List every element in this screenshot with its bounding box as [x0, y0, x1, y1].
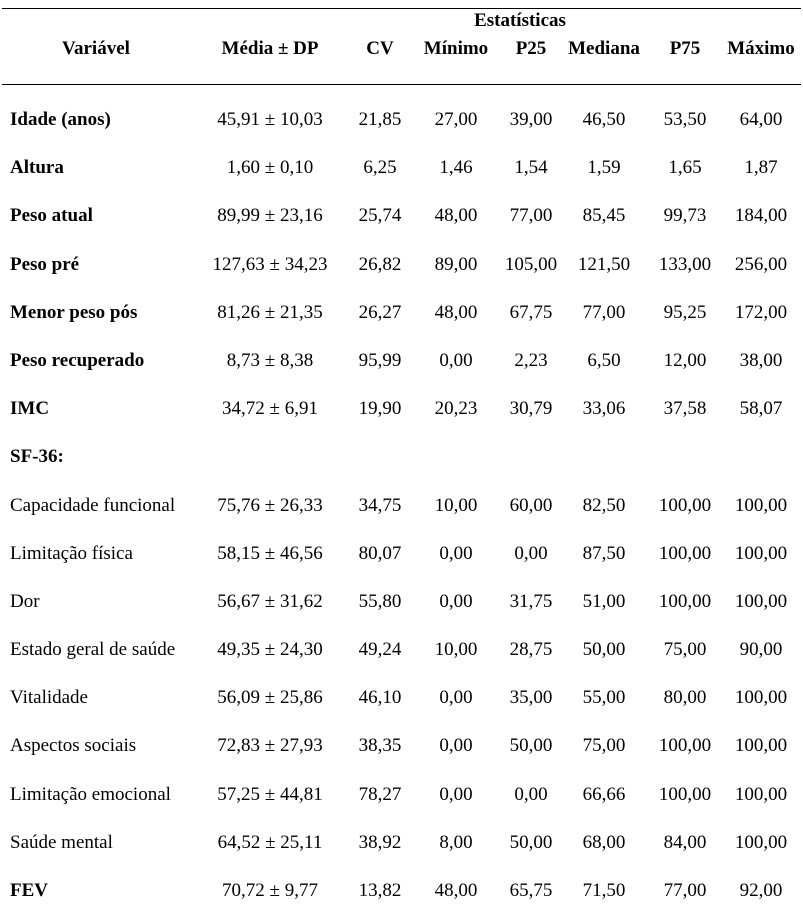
cell-median: 55,00 — [582, 687, 626, 709]
cell-max: 184,00 — [734, 205, 788, 227]
cell-min: 0,00 — [439, 783, 473, 805]
cell-max: 92,00 — [739, 880, 783, 901]
cell-p75: 1,65 — [668, 157, 702, 179]
cell-min: 27,00 — [434, 109, 478, 130]
cell-cv: 6,25 — [363, 157, 397, 179]
table-row — [0, 241, 803, 289]
cell-mean-sd: 89,99 ± 23,16 — [217, 205, 323, 227]
table-row — [0, 289, 803, 337]
cell-p25: 60,00 — [509, 494, 553, 516]
table-row — [0, 144, 803, 192]
cell-median: 50,00 — [582, 639, 626, 661]
cell-max: 58,07 — [739, 398, 783, 420]
table-row — [0, 337, 803, 385]
cell-p75: 95,25 — [663, 301, 707, 323]
table-row — [0, 626, 803, 674]
header-bottom-rule — [2, 84, 801, 85]
cell-p25: 2,23 — [514, 349, 548, 371]
cell-median: 71,50 — [582, 880, 626, 901]
cell-mean-sd: 56,09 ± 25,86 — [217, 687, 323, 709]
cell-max: 64,00 — [739, 109, 783, 130]
table-row — [0, 771, 803, 819]
table-row — [0, 674, 803, 722]
table-row — [0, 433, 803, 481]
cell-mean-sd: 49,35 ± 24,30 — [217, 639, 323, 661]
cell-p25: 0,00 — [514, 783, 548, 805]
cell-p25: 50,00 — [509, 735, 553, 757]
cell-median: 33,06 — [582, 398, 626, 420]
cell-median: 51,00 — [582, 590, 626, 612]
row-label: Aspectos sociais — [10, 735, 137, 757]
cell-min: 0,00 — [439, 349, 473, 371]
row-label: Peso recuperado — [10, 349, 145, 371]
cell-max: 100,00 — [734, 735, 788, 757]
cell-mean-sd: 56,67 ± 31,62 — [217, 590, 323, 612]
cell-p75: 133,00 — [658, 253, 712, 275]
cell-min: 10,00 — [434, 639, 478, 661]
cell-p25: 28,75 — [509, 639, 553, 661]
cell-max: 256,00 — [734, 253, 788, 275]
header-max: Máximo — [727, 38, 795, 59]
cell-min: 0,00 — [439, 542, 473, 564]
cell-min: 0,00 — [439, 590, 473, 612]
row-label: Limitação emocional — [10, 783, 171, 805]
cell-mean-sd: 8,73 ± 8,38 — [226, 349, 314, 371]
cell-min: 89,00 — [434, 253, 478, 275]
cell-p75: 77,00 — [663, 880, 707, 901]
cell-mean-sd: 57,25 ± 44,81 — [217, 783, 323, 805]
cell-p25: 50,00 — [509, 831, 553, 853]
table-row — [0, 385, 803, 433]
header-variable: Variável — [62, 38, 130, 59]
cell-max: 100,00 — [734, 542, 788, 564]
header-cv: CV — [366, 38, 394, 59]
table-row — [0, 722, 803, 770]
cell-min: 10,00 — [434, 494, 478, 516]
cell-cv: 13,82 — [358, 880, 402, 901]
row-label: Idade (anos) — [10, 109, 111, 130]
cell-median: 6,50 — [587, 349, 621, 371]
cell-median: 46,50 — [582, 109, 626, 130]
header-min: Mínimo — [423, 38, 489, 59]
table-row — [0, 530, 803, 578]
cell-p75: 12,00 — [663, 349, 707, 371]
cell-median: 87,50 — [582, 542, 626, 564]
row-label: IMC — [10, 398, 50, 420]
row-label: SF-36: — [10, 446, 64, 468]
cell-p75: 84,00 — [663, 831, 707, 853]
table-top-rule — [2, 8, 801, 9]
table-body — [0, 96, 803, 915]
header-group-label: Estatísticas — [474, 10, 566, 31]
cell-median: 77,00 — [582, 301, 626, 323]
cell-max: 1,87 — [744, 157, 778, 179]
cell-mean-sd: 70,72 ± 9,77 — [222, 880, 318, 901]
cell-p75: 100,00 — [658, 590, 712, 612]
cell-mean-sd: 81,26 ± 21,35 — [217, 301, 323, 323]
cell-cv: 80,07 — [358, 542, 402, 564]
table-row — [0, 578, 803, 626]
cell-mean-sd: 1,60 ± 0,10 — [226, 157, 314, 179]
cell-p25: 39,00 — [509, 109, 553, 130]
table-row — [0, 192, 803, 240]
row-label: Limitação física — [10, 542, 133, 564]
cell-max: 38,00 — [739, 349, 783, 371]
cell-min: 1,46 — [439, 157, 473, 179]
cell-cv: 26,27 — [358, 301, 402, 323]
cell-mean-sd: 64,52 ± 25,11 — [217, 831, 323, 853]
cell-p75: 100,00 — [658, 494, 712, 516]
cell-max: 172,00 — [734, 301, 788, 323]
header-mean-sd: Média ± DP — [221, 38, 319, 59]
cell-min: 20,23 — [434, 398, 478, 420]
cell-cv: 25,74 — [358, 205, 402, 227]
cell-p25: 67,75 — [509, 301, 553, 323]
cell-p75: 99,73 — [663, 205, 707, 227]
cell-p25: 65,75 — [509, 880, 553, 901]
cell-min: 48,00 — [434, 880, 478, 901]
cell-mean-sd: 58,15 ± 46,56 — [217, 542, 323, 564]
cell-mean-sd: 72,83 ± 27,93 — [217, 735, 323, 757]
cell-max: 90,00 — [739, 639, 783, 661]
cell-p25: 31,75 — [509, 590, 553, 612]
cell-p75: 75,00 — [663, 639, 707, 661]
cell-cv: 49,24 — [358, 639, 402, 661]
row-label: Saúde mental — [10, 831, 113, 853]
cell-p25: 77,00 — [509, 205, 553, 227]
cell-median: 82,50 — [582, 494, 626, 516]
cell-cv: 95,99 — [358, 349, 402, 371]
cell-p25: 105,00 — [504, 253, 558, 275]
cell-median: 121,50 — [577, 253, 631, 275]
cell-max: 100,00 — [734, 831, 788, 853]
cell-mean-sd: 34,72 ± 6,91 — [222, 398, 318, 420]
table-row — [0, 96, 803, 144]
cell-cv: 34,75 — [358, 494, 402, 516]
header-p75: P75 — [669, 38, 701, 59]
cell-cv: 21,85 — [358, 109, 402, 130]
cell-min: 8,00 — [439, 831, 473, 853]
cell-p75: 53,50 — [663, 109, 707, 130]
row-label: Vitalidade — [10, 687, 88, 709]
cell-median: 85,45 — [582, 205, 626, 227]
cell-p75: 37,58 — [663, 398, 707, 420]
cell-p75: 80,00 — [663, 687, 707, 709]
table-row — [0, 867, 803, 915]
cell-max: 100,00 — [734, 687, 788, 709]
cell-cv: 38,35 — [358, 735, 402, 757]
cell-p25: 35,00 — [509, 687, 553, 709]
cell-min: 0,00 — [439, 735, 473, 757]
cell-p25: 0,00 — [514, 542, 548, 564]
cell-max: 100,00 — [734, 783, 788, 805]
cell-cv: 55,80 — [358, 590, 402, 612]
cell-max: 100,00 — [734, 590, 788, 612]
cell-cv: 19,90 — [358, 398, 402, 420]
cell-min: 48,00 — [434, 205, 478, 227]
header-p25: P25 — [515, 38, 547, 59]
table-row — [0, 819, 803, 867]
cell-max: 100,00 — [734, 494, 788, 516]
cell-median: 68,00 — [582, 831, 626, 853]
cell-cv: 78,27 — [358, 783, 402, 805]
table-row — [0, 482, 803, 530]
cell-mean-sd: 45,91 ± 10,03 — [217, 109, 323, 130]
cell-median: 66,66 — [582, 783, 626, 805]
cell-cv: 26,82 — [358, 253, 402, 275]
cell-min: 0,00 — [439, 687, 473, 709]
cell-p25: 30,79 — [509, 398, 553, 420]
cell-p75: 100,00 — [658, 735, 712, 757]
cell-cv: 38,92 — [358, 831, 402, 853]
row-label: Altura — [10, 157, 64, 179]
cell-p25: 1,54 — [514, 157, 548, 179]
cell-min: 48,00 — [434, 301, 478, 323]
row-label: Peso pré — [10, 253, 80, 275]
row-label: Capacidade funcional — [10, 494, 176, 516]
cell-p75: 100,00 — [658, 783, 712, 805]
row-label: Estado geral de saúde — [10, 639, 176, 661]
row-label: Peso atual — [10, 205, 93, 227]
cell-cv: 46,10 — [358, 687, 402, 709]
row-label: FEV — [10, 880, 48, 901]
cell-median: 75,00 — [582, 735, 626, 757]
cell-mean-sd: 127,63 ± 34,23 — [212, 253, 328, 275]
row-label: Menor peso pós — [10, 301, 138, 323]
row-label: Dor — [10, 590, 40, 612]
cell-mean-sd: 75,76 ± 26,33 — [217, 494, 323, 516]
cell-p75: 100,00 — [658, 542, 712, 564]
cell-median: 1,59 — [587, 157, 621, 179]
header-median: Mediana — [568, 38, 640, 59]
